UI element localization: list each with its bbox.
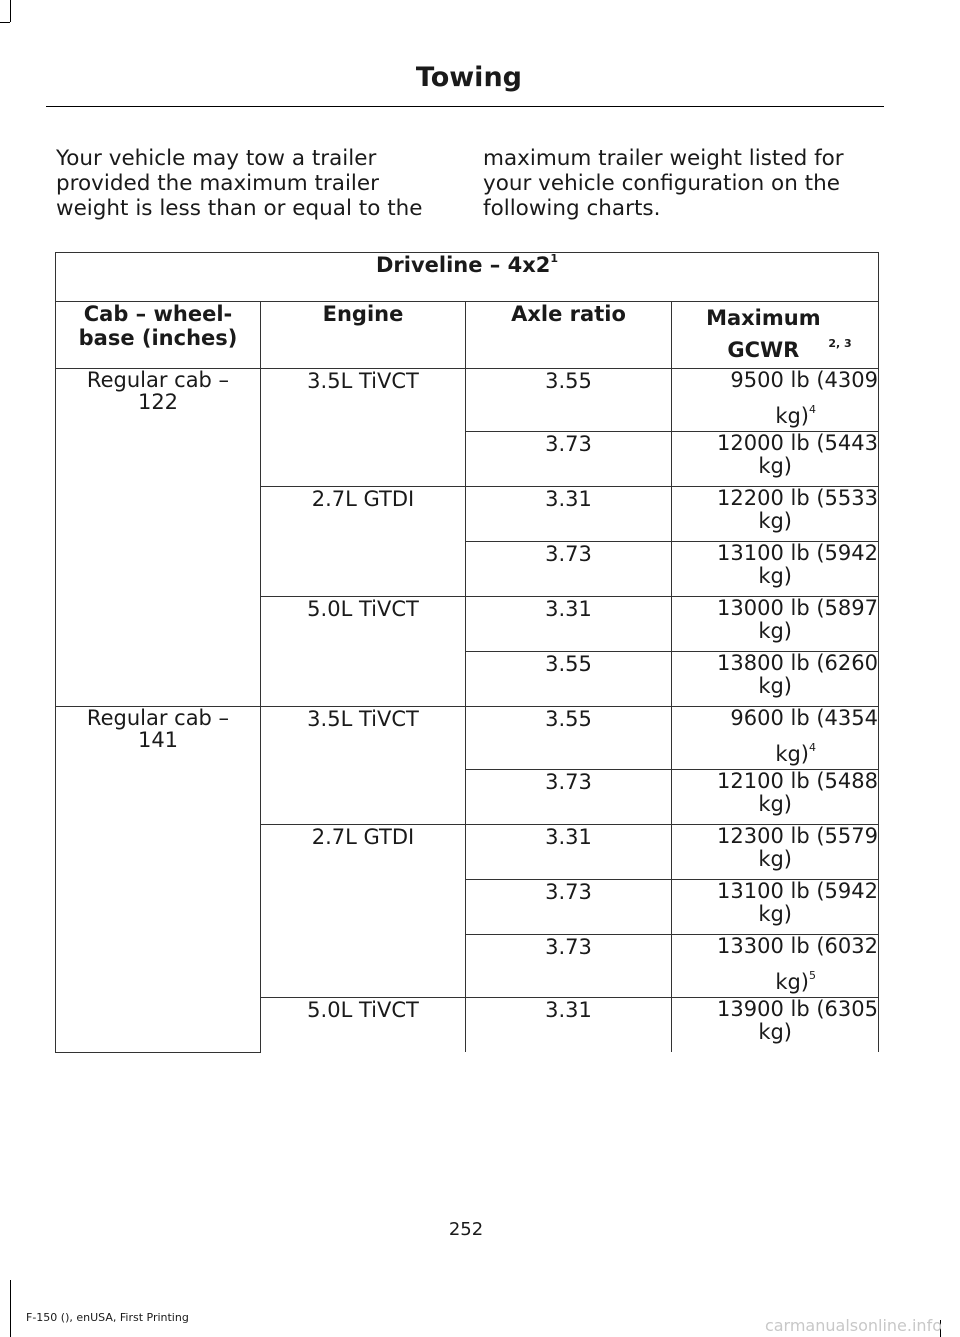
header-cab-label: Cab – wheel-base (inches)	[78, 302, 238, 350]
document-info: F-150 (), enUSA, First Printing	[26, 1311, 189, 1324]
engine-cell: 5.0L TiVCT	[261, 998, 466, 1053]
axle-ratio-cell: 3.31	[466, 487, 672, 542]
gcwr-cell	[672, 597, 879, 652]
gcwr-footnote: 5	[809, 969, 816, 982]
gcwr-kg-value	[672, 455, 878, 478]
engine-cell: 2.7L GTDI	[261, 825, 466, 998]
header-axle	[466, 302, 672, 369]
gcwr-kg-value	[672, 510, 878, 533]
gcwr-lb-value: 12200 lb (5533	[717, 486, 878, 510]
crop-mark-top-left	[10, 0, 11, 22]
gcwr-kg-text: kg)	[775, 742, 809, 766]
axle-ratio-cell: 3.55	[466, 707, 672, 770]
gcwr-cell	[672, 652, 879, 707]
gcwr-kg-text: kg)	[775, 970, 809, 994]
table-caption	[56, 253, 879, 302]
gcwr-kg-text: kg)	[775, 404, 809, 428]
header-divider	[46, 106, 884, 107]
axle-ratio-cell: 3.31	[466, 825, 672, 880]
cab-cell: Regular cab – 141	[56, 707, 261, 1053]
axle-ratio-cell: 3.31	[466, 998, 672, 1053]
gcwr-lb-value: 13800 lb (6260	[717, 651, 878, 675]
intro-left-column: Your vehicle may tow a trailer provided the maximum trailer weight is less than or equal to the	[56, 146, 423, 221]
gcwr-kg-value	[672, 738, 878, 766]
gcwr-cell	[672, 825, 879, 880]
gcwr-kg-text: kg)	[758, 454, 792, 478]
gcwr-cell	[672, 880, 879, 935]
gcwr-kg-text: kg)	[758, 509, 792, 533]
gcwr-kg-text: kg)	[758, 1020, 792, 1044]
header-axle-label: Axle ratio	[511, 302, 626, 326]
gcwr-lb-value: 13000 lb (5897	[717, 596, 878, 620]
gcwr-kg-value	[672, 400, 878, 428]
header-engine-label: Engine	[322, 302, 404, 326]
axle-ratio-cell: 3.73	[466, 432, 672, 487]
cab-cell: Regular cab – 122	[56, 369, 261, 707]
engine-cell: 3.5L TiVCT	[261, 707, 466, 825]
gcwr-lb-value: 13100 lb (5942	[717, 879, 878, 903]
axle-ratio-cell: 3.55	[466, 369, 672, 432]
table-caption-footnote: 1	[550, 252, 559, 265]
axle-ratio-cell: 3.73	[466, 542, 672, 597]
header-cab	[56, 302, 261, 369]
gcwr-cell	[672, 935, 879, 998]
gcwr-kg-value	[672, 848, 878, 871]
gcwr-kg-value	[672, 903, 878, 926]
gcwr-cell	[672, 432, 879, 487]
gcwr-lb-value: 13300 lb (6032	[717, 934, 878, 958]
axle-ratio-cell: 3.31	[466, 597, 672, 652]
table-caption-text: Driveline – 4x2	[375, 253, 551, 277]
axle-ratio-cell: 3.73	[466, 935, 672, 998]
gcwr-kg-value	[672, 620, 878, 643]
gcwr-lb-value: 9600 lb (4354	[730, 706, 878, 730]
axle-ratio-cell: 3.73	[466, 880, 672, 935]
table-body	[56, 369, 879, 1053]
gcwr-cell	[672, 542, 879, 597]
gcwr-cell	[672, 770, 879, 825]
gcwr-cell	[672, 707, 879, 770]
gcwr-kg-text: kg)	[758, 902, 792, 926]
gcwr-lb-value: 12100 lb (5488	[717, 769, 878, 793]
gcwr-kg-text: kg)	[758, 847, 792, 871]
intro-right-column: maximum trailer weight listed for your vehicle configuration on the following charts.	[483, 146, 844, 221]
table-row	[56, 707, 879, 770]
gcwr-kg-value	[672, 565, 878, 588]
gcwr-footnote: 4	[809, 403, 816, 416]
crop-mark-bottom-left	[10, 1280, 11, 1337]
header-gcwr-footnote: 2, 3	[828, 337, 852, 350]
gcwr-lb-value: 9500 lb (4309	[730, 368, 878, 392]
page-title: Towing	[415, 62, 522, 93]
table-row	[56, 369, 879, 432]
gcwr-cell	[672, 998, 879, 1053]
gcwr-lb-value: 12300 lb (5579	[717, 824, 878, 848]
gcwr-kg-text: kg)	[758, 619, 792, 643]
engine-cell: 3.5L TiVCT	[261, 369, 466, 487]
crop-mark-top-left-h	[0, 22, 10, 23]
header-gcwr-label: Maximum GCWR	[706, 306, 821, 362]
gcwr-kg-value	[672, 966, 878, 994]
axle-ratio-cell: 3.55	[466, 652, 672, 707]
page-number: 252	[448, 1219, 484, 1240]
gcwr-lb-value: 12000 lb (5443	[717, 431, 878, 455]
gcwr-kg-value	[672, 793, 878, 816]
gcwr-kg-text: kg)	[758, 674, 792, 698]
towing-table	[55, 252, 879, 1053]
axle-ratio-cell: 3.73	[466, 770, 672, 825]
engine-cell: 5.0L TiVCT	[261, 597, 466, 707]
engine-cell: 2.7L GTDI	[261, 487, 466, 597]
gcwr-kg-value	[672, 675, 878, 698]
gcwr-lb-value: 13900 lb (6305	[717, 997, 878, 1021]
intro-text	[56, 146, 878, 221]
gcwr-lb-value: 13100 lb (5942	[717, 541, 878, 565]
gcwr-kg-text: kg)	[758, 564, 792, 588]
gcwr-kg-text: kg)	[758, 792, 792, 816]
gcwr-kg-value	[672, 1021, 878, 1044]
watermark: carmanualsonline.info	[764, 1316, 942, 1335]
header-gcwr	[672, 302, 879, 369]
header-engine	[261, 302, 466, 369]
gcwr-cell	[672, 369, 879, 432]
gcwr-footnote: 4	[809, 741, 816, 754]
gcwr-cell	[672, 487, 879, 542]
page-header	[0, 62, 930, 93]
